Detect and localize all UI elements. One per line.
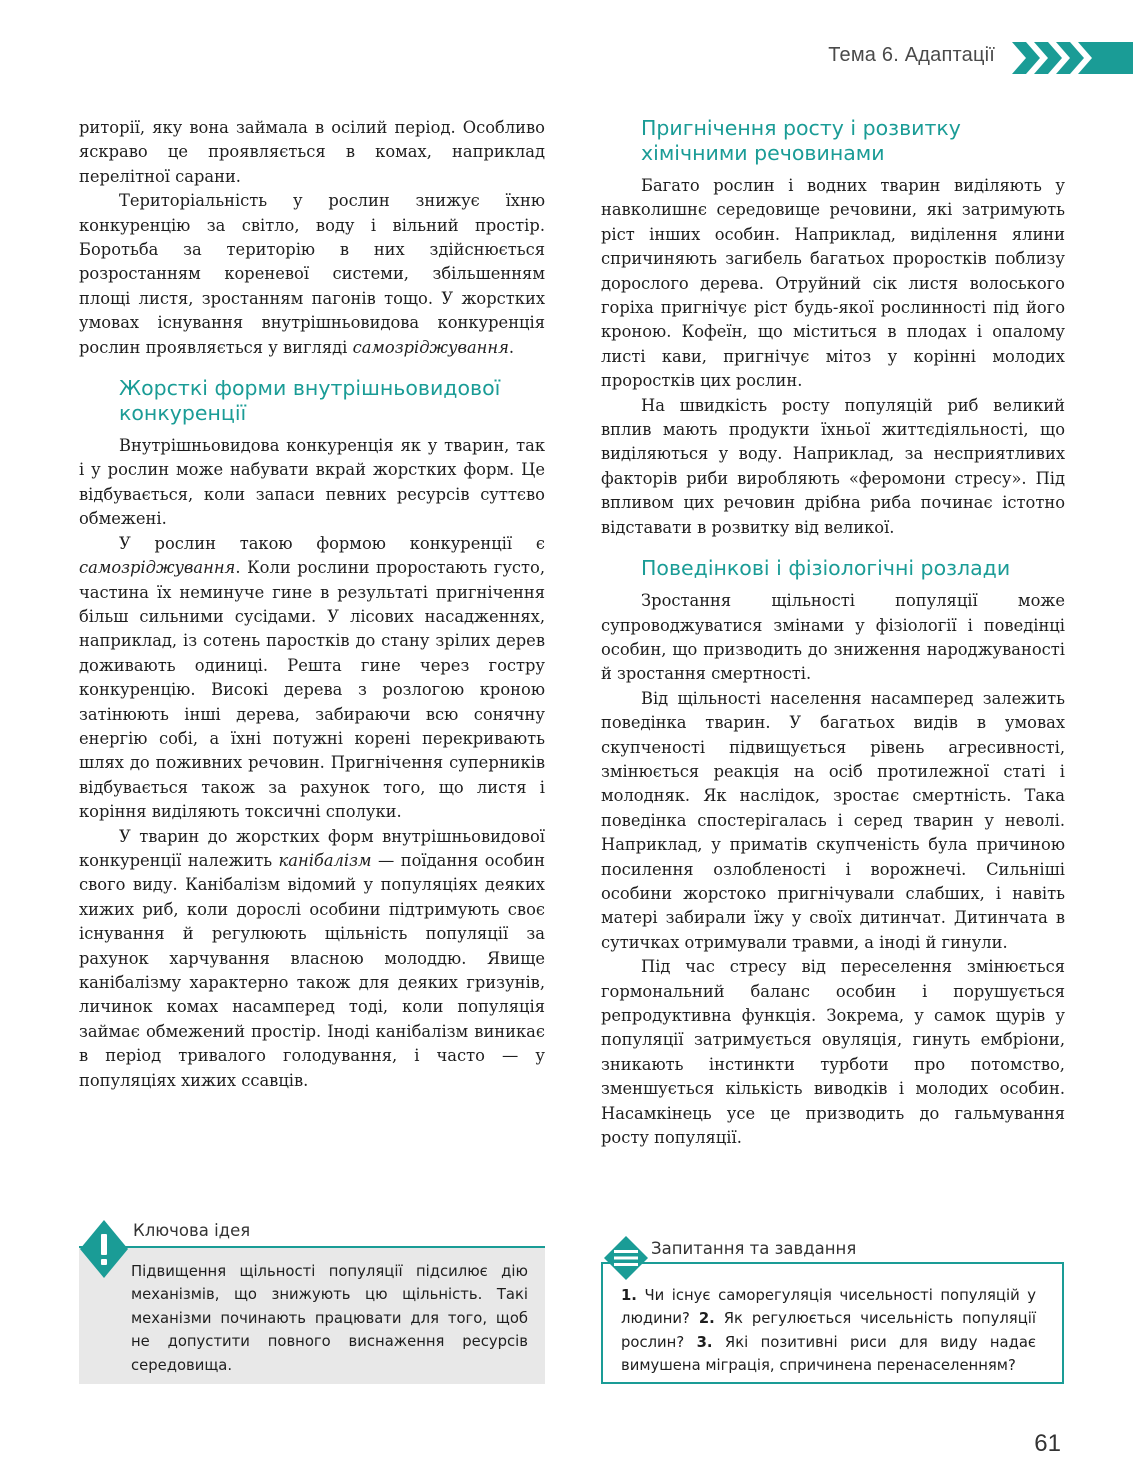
key-idea-text: Підвищення щільності популяції підсилює дію механізмів, що знижують цю щільність. Такі механізми починають працювати для того, щоб не допустити повного виснаження ресурсів середовища. (131, 1263, 528, 1374)
exclamation-icon (80, 1220, 128, 1278)
chevrons-right-icon (1012, 42, 1133, 74)
paragraph: У тварин до жорстких форм внутрішньовидової конкуренції належить канібалізм — поїдання особин свого виду. Канібалізм відомий у популяціях деяких хижих риб, коли дорослі особини підтримують своє існування й регулюють щільність популяції за рахунок харчування власною молоддю. Явище канібалізму характерно також для деяких гризунів, личинок комах насамперед тоді, коли популяція займає обмежений простір. Іноді канібалізм виникає в період тривалого голодування, і часто — у популяціях хижих ссавців. (79, 826, 545, 1090)
key-idea-body (79, 1248, 545, 1384)
question-number: 1. (621, 1287, 637, 1304)
questions-frame (601, 1262, 1064, 1384)
questions-text (621, 1284, 1036, 1378)
question-number: 3. (696, 1333, 713, 1351)
right-column (601, 116, 1065, 1150)
paragraph: У рослин такою формою конкуренції є самозріджування. Коли рослини проростають густо, частина їх неминуче гине в результаті пригнічення більш сильними сусідами. У лісових насадженнях, наприклад, із сотень паростків до стану зрілих дерев доживають одиниці. Решта гине через гостру конкуренцію. Високі дерева з розлогою кроною затінюють інші дерева, забираючи всю сонячну енергію собі, а їхні потужні корені перекривають шлях до поживних речовин. Пригнічення суперників відбувається також за рахунок того, що листя і коріння виділяють токсичні сполуки. (79, 533, 545, 822)
question-number: 2. (698, 1310, 715, 1328)
page-number: 61 (1034, 1430, 1061, 1457)
paragraph: Внутрішньовидова конкуренція як у тварин, так і у рослин може набувати вкрай жорстких форм. Це відбувається, коли запаси певних ресурсів суттєво обмежені. (79, 436, 545, 529)
paragraph: риторії, яку вона займала в осілий період. Особливо яскраво це проявляється в комах, наприклад перелітної сарани. (79, 118, 545, 186)
section-heading: Поведінкові і фізіологічні розлади (641, 556, 1011, 581)
running-header-title: Тема 6. Адаптації (828, 44, 995, 66)
paragraph: Територіальність у рослин знижує їхню конкуренцію за світло, воду і вільний простір. Боротьба за територію в них здійснюється розростанням кореневої системи, збільшенням площі листя, зростанням пагонів тощо. У жорстких умовах існування внутрішньовидова конкуренція рослин проявляється у вигляді самозріджування. (79, 191, 545, 357)
questions-title: Запитання та завдання (651, 1239, 857, 1258)
paragraph: На швидкість росту популяцій риб великий вплив мають продукти їхньої життєдіяльності, що виділяються у воду. Наприклад, за несприятливих факторів риби виробляють «феромони стресу». Під впливом цих речовин дрібна риба починає істотно відставати в розвитку від великої. (601, 395, 1065, 537)
term-italic: канібалізм (278, 850, 372, 870)
term-italic: самозріджування (79, 558, 236, 578)
section-heading: Жорсткі форми внутрішньовидової конкуренції (119, 376, 501, 426)
questions-box (601, 1236, 1064, 1384)
question-text: Які позитивні риси для виду надає вимушена міграція, спричинена перенаселенням? (621, 1333, 1037, 1375)
question-text: Як регулюється чисельність популяції рослин? (621, 1310, 1036, 1351)
paragraph: Від щільності населення насамперед залежить поведінка тварин. У багатьох видів в умовах скупченості підвищується рівень агресивності, змінюється реакція на осіб протилежної статі і молодняк. Як наслідок, зростає смертність. Така поведінка спостерігалась і серед тварин у неволі. Наприклад, у приматів скупченість була причиною посилення озлобленості і ворожнечі. Сильніші особини жорстоко пригнічували слабших, і навіть матері забирали їжу у своїх дитинчат. Дитинчата в сутичках отримували травми, а іноді й гинули. (601, 688, 1065, 952)
question-text: Чи існує саморегуляція чисельності популяцій у людини? (621, 1287, 1036, 1328)
term-italic: самозріджування (352, 337, 509, 357)
paragraph: Багато рослин і водних тварин виділяють у навколишнє середовище речовини, які затримують ріст інших особин. Наприклад, виділення ялини спричиняють загибель багатьох проростків поблизу дорослого дерева. Отруйний сік листя волоського горіха пригнічує ріст будь-якої рослинності під його кроною. Кофеїн, що міститься в плодах і опалому листі кави, пригнічує мітоз у корінні молодих проростків цих рослин. (601, 176, 1065, 391)
key-idea-box (79, 1218, 545, 1384)
paragraph: Зростання щільності популяції може супроводжуватися змінами у фізіології і поведінці особин, що призводить до зниження народжуваності й зростання смертності. (601, 591, 1065, 684)
section-heading: Пригнічення росту і розвитку хімічними речовинами (641, 116, 961, 165)
list-lines-icon (604, 1236, 648, 1280)
left-column (79, 116, 545, 1093)
key-idea-title: Ключова ідея (133, 1221, 251, 1240)
paragraph: Під час стресу від переселення змінюється гормональний баланс особин і порушується репродуктивна функція. Зокрема, у самок щурів у популяції затримується овуляція, гинуть ембріони, зникають інстинкти турботи про потомство, зменшується кількість виводків і молодих особин. Насамкінець усе це призводить до гальмування росту популяції. (601, 957, 1065, 1148)
